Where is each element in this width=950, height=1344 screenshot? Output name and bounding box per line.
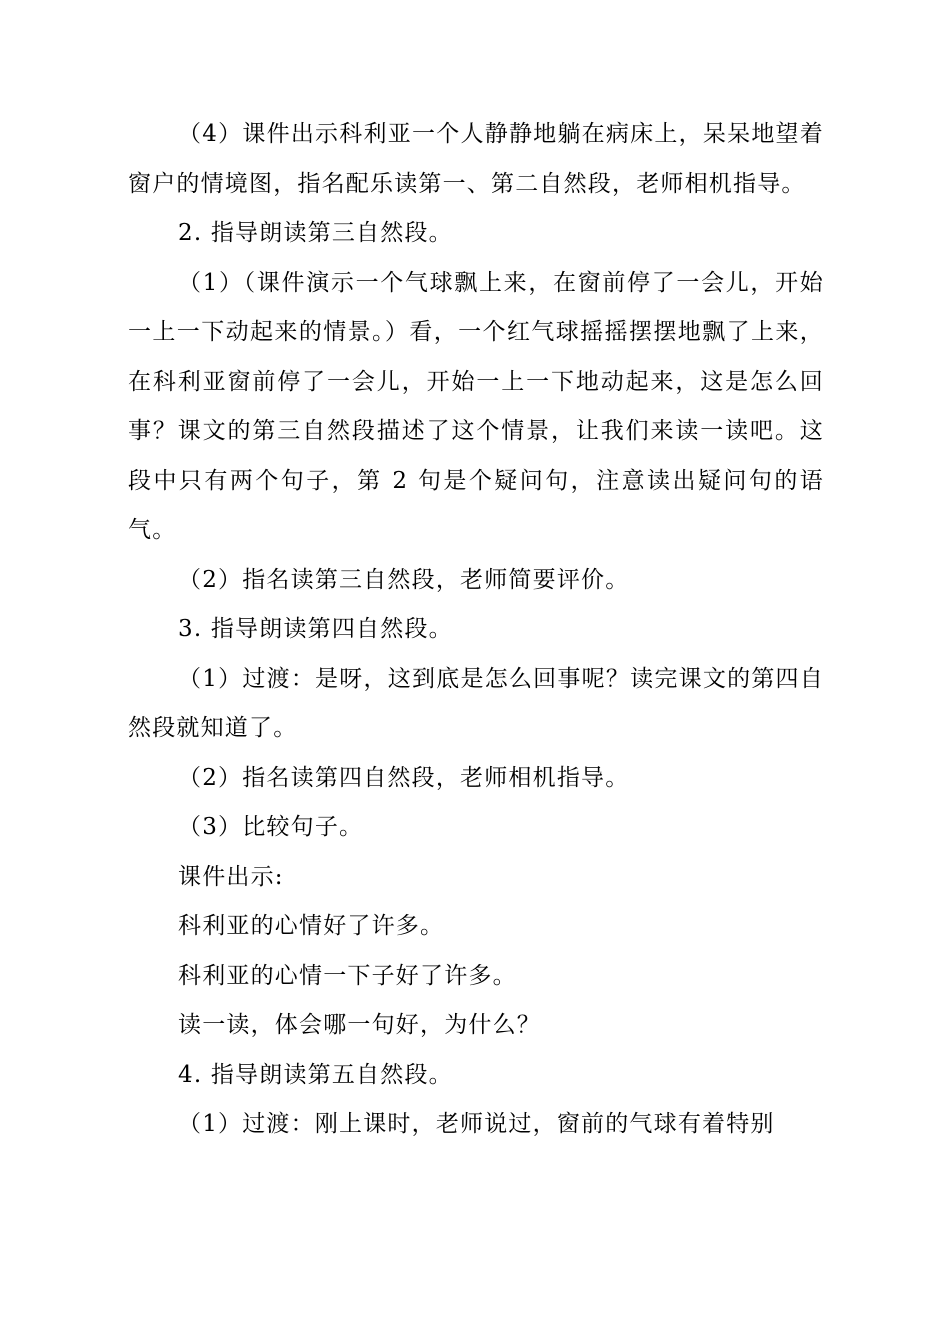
heading-guide-paragraph-4: 3. 指导朗读第四自然段。 [178,616,453,642]
reading-question: 读一读，体会哪一句好，为什么？ [178,1012,541,1038]
sentence-example-1: 科利亚的心情好了许多。 [178,913,445,939]
paragraph-4-instruction: （4）课件出示科利亚一个人静静地躺在病床上，呆呆地望着窗户的情境图，指名配乐读第一、第二自然段，老师相机指导。 [128,121,824,197]
heading-guide-paragraph-3: 2. 指导朗读第三自然段。 [178,220,453,246]
document-body [128,110,824,1150]
paragraph-3-compare: （3）比较句子。 [178,814,364,840]
paragraph-1-transition: （1）过渡：是呀，这到底是怎么回事呢？读完课文的第四自然段就知道了。 [128,665,824,741]
courseware-label: 课件出示: [178,863,284,890]
paragraph-1-balloon-scene: （1）（课件演示一个气球飘上来，在窗前停了一会儿，开始一上一下动起来的情景。）看，一个红气球摇摇摆摆地飘了上来，在科利亚窗前停了一会儿，开始一上一下地动起来，这是怎么回事？课文的第三自然段描述了这个情景，让我们来读一读吧。这段中只有两个句子，第 2 句是个疑问句，注意读出疑问句的语气。 [128,269,824,543]
heading-guide-paragraph-5: 4. 指导朗读第五自然段。 [178,1061,453,1088]
paragraph-2-read-fourth: （2）指名读第四自然段，老师相机指导。 [178,764,630,791]
paragraph-2-read-third: （2）指名读第三自然段，老师简要评价。 [178,566,630,593]
paragraph-1-transition-balloon: （1）过渡：刚上课时，老师说过，窗前的气球有着特别 [178,1111,775,1137]
sentence-example-2: 科利亚的心情一下子好了许多。 [178,962,517,989]
